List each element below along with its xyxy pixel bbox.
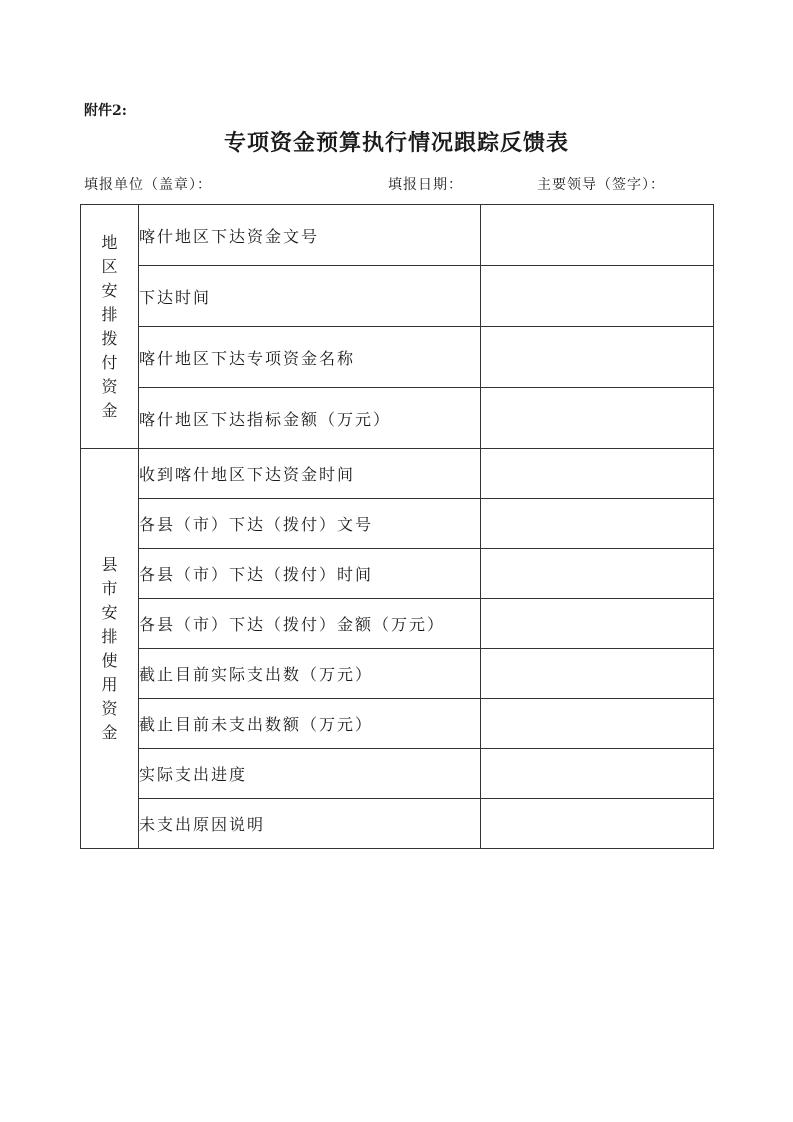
section-county-funds [81, 449, 139, 849]
row-label: 各县（市）下达（拨付）金额（万元） [139, 599, 481, 649]
value-field[interactable] [481, 266, 714, 327]
value-field[interactable] [481, 799, 714, 849]
value-field[interactable] [481, 327, 714, 388]
value-field[interactable] [481, 749, 714, 799]
feedback-table [80, 204, 714, 849]
row-label: 各县（市）下达（拨付）文号 [139, 499, 481, 549]
value-field[interactable] [481, 388, 714, 449]
row-label: 下达时间 [139, 266, 481, 327]
table-row [81, 549, 714, 599]
section-label: 地区安排拨付资金 [101, 232, 118, 420]
table-row [81, 205, 714, 266]
row-label: 喀什地区下达资金文号 [139, 205, 481, 266]
row-label: 实际支出进度 [139, 749, 481, 799]
table-row [81, 649, 714, 699]
value-field[interactable] [481, 649, 714, 699]
row-label: 各县（市）下达（拨付）时间 [139, 549, 481, 599]
table-row [81, 499, 714, 549]
table-row [81, 327, 714, 388]
value-field[interactable] [481, 549, 714, 599]
fill-unit-label: 填报单位（盖章）： [84, 177, 212, 193]
row-label: 收到喀什地区下达资金时间 [139, 449, 481, 499]
table-row [81, 699, 714, 749]
fill-date-label: 填报日期： [388, 177, 463, 193]
table-row [81, 266, 714, 327]
table-row [81, 749, 714, 799]
row-label: 截止目前未支出数额（万元） [139, 699, 481, 749]
value-field[interactable] [481, 699, 714, 749]
value-field[interactable] [481, 205, 714, 266]
leader-signature-label: 主要领导（签字）： [537, 177, 665, 193]
section-regional-funds [81, 205, 139, 449]
value-field[interactable] [481, 599, 714, 649]
value-field[interactable] [481, 449, 714, 499]
row-label: 未支出原因说明 [139, 799, 481, 849]
table-row [81, 799, 714, 849]
table-row [81, 449, 714, 499]
row-label: 截止目前实际支出数（万元） [139, 649, 481, 699]
attachment-label: 附件2: [84, 103, 127, 119]
table-row [81, 388, 714, 449]
page-title: 专项资金预算执行情况跟踪反馈表 [223, 130, 569, 156]
row-label: 喀什地区下达指标金额（万元） [139, 388, 481, 449]
section-label: 县市安排使用资金 [101, 554, 118, 742]
value-field[interactable] [481, 499, 714, 549]
table-row [81, 599, 714, 649]
row-label: 喀什地区下达专项资金名称 [139, 327, 481, 388]
